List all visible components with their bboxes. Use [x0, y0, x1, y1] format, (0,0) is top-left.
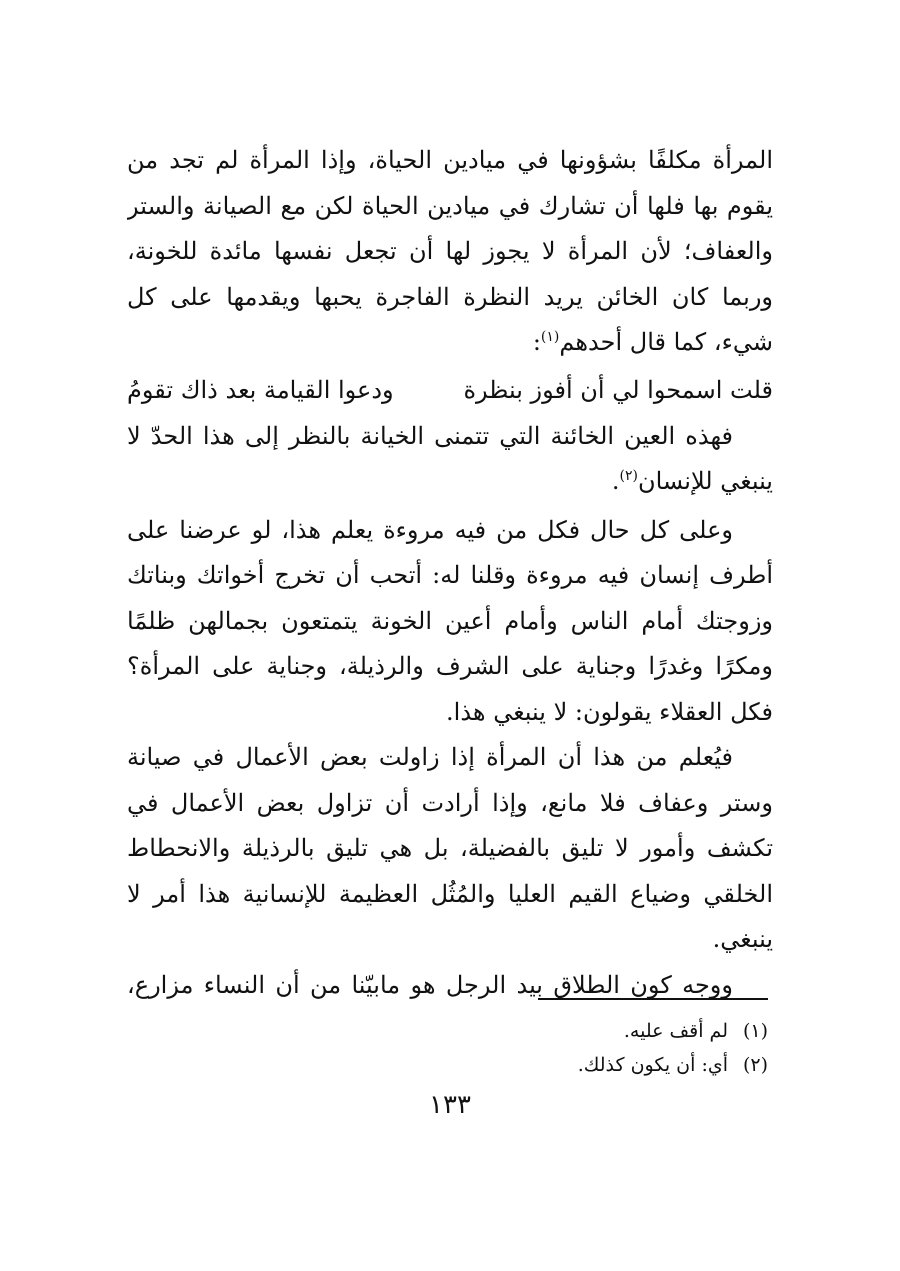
text-line: فيُعلم من هذا أن المرأة إذا زاولت بعض الأعمال في صيانة — [127, 743, 733, 771]
text-line: يقوم بها فلها أن تشارك في ميادين الحياة لكن مع الصيانة والستر — [127, 191, 773, 220]
footnote-item — [400, 1014, 768, 1048]
footnote-item — [400, 1048, 768, 1082]
footnote-ref-2: (٢) — [619, 468, 638, 484]
text-line-content: ينبغي للإنسان — [637, 467, 773, 495]
text-line: الخلقي وضياع القيم العليا والمُثُل العظيمة للإنسانية هذا أمر لا — [127, 879, 773, 908]
text-line — [127, 320, 773, 366]
text-line: ووجه كون الطلاق بيد الرجل هو مابيّنا من أن النساء مزارع، — [127, 970, 733, 999]
text-line: وزوجتك أمام الناس وأمام أعين الخونة يتمتعون بجمالهن ظلمًا — [127, 606, 773, 635]
footnotes — [400, 1014, 768, 1082]
text-line: ينبغي. — [712, 925, 773, 953]
text-line: فهذه العين الخائنة التي تتمنى الخيانة بالنظر إلى هذا الحدّ لا — [127, 421, 733, 450]
footnote-ref-1: (١) — [540, 329, 560, 345]
text-line-content: شيء، كما قال أحدهم — [559, 328, 773, 356]
page-number: ١٣٣ — [429, 1090, 471, 1120]
text-line: وربما كان الخائن يريد النظرة الفاجرة يحبها ويقدمها على كل — [127, 282, 773, 311]
colon: : — [532, 328, 541, 356]
text-line: وستر وعفاف فلا مانع، وإذا أرادت أن تزاول بعض الأعمال في — [127, 788, 773, 817]
text-line: ومكرًا وغدرًا وجناية على الشرف والرذيلة، وجناية على المرأة؟ — [127, 652, 773, 680]
verse-first-hemistich: قلت اسمحوا لي أن أفوز بنظرة — [463, 375, 773, 404]
footnote-text: لم أقف عليه. — [623, 1020, 728, 1042]
text-line: المرأة مكلفًا بشؤونها في ميادين الحياة، وإذا المرأة لم تجد من — [127, 146, 773, 174]
footnote-number: (١) — [742, 1020, 768, 1042]
text-line: تكشف وأمور لا تليق بالفضيلة، بل هي تليق بالرذيلة والانحطاط — [127, 834, 773, 862]
text-line: وعلى كل حال فكل من فيه مروءة يعلم هذا، لو عرضنا على — [127, 515, 733, 544]
verse-second-hemistich: ودعوا القيامة بعد ذاك تقومُ — [127, 375, 394, 404]
text-line: أطرف إنسان فيه مروءة وقلنا له: أتحب أن تخرج أخواتك وبناتك — [127, 561, 773, 589]
period: . — [611, 467, 620, 495]
text-line: والعفاف؛ لأن المرأة لا يجوز لها أن تجعل نفسها مائدة للخونة، — [127, 237, 773, 265]
footnote-number: (٢) — [742, 1054, 768, 1076]
main-text — [127, 138, 773, 1008]
footnote-text: أي: أن يكون كذلك. — [577, 1054, 728, 1076]
text-line — [127, 459, 773, 505]
poetry-verse — [127, 366, 773, 414]
footnote-separator — [538, 998, 768, 1000]
text-line: فكل العقلاء يقولون: لا ينبغي هذا. — [446, 697, 773, 726]
